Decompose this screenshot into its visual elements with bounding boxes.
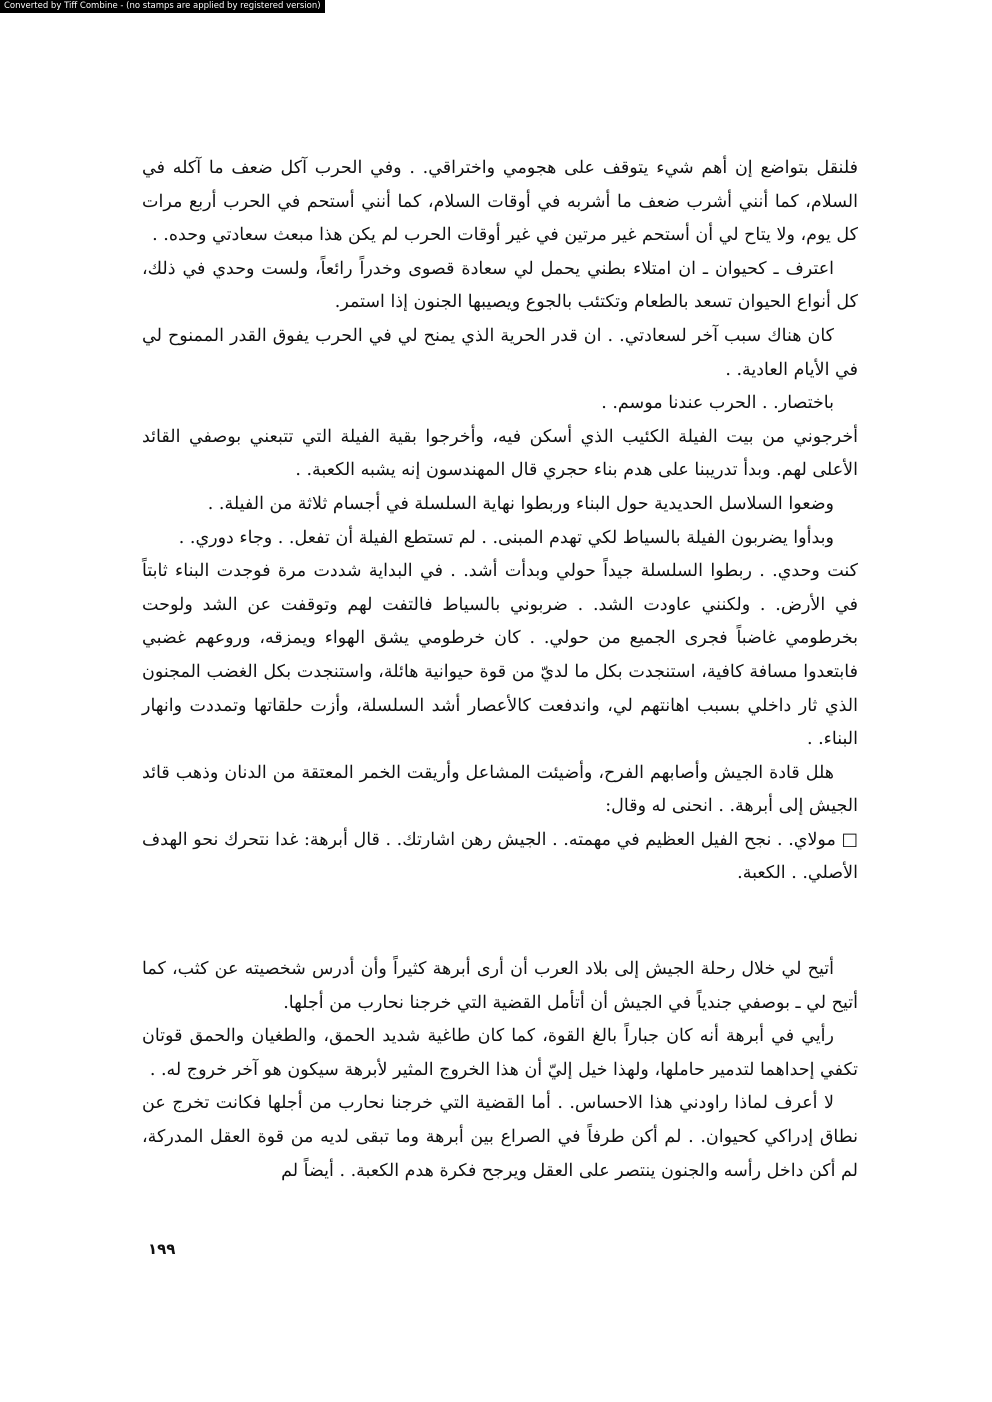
paragraph: لا أعرف لماذا راودني هذا الاحساس. . أما القضية التي خرجنا نحارب من أجلها فكانت تخرج عن نطاق إدراكي كحيوان. . لم أكن طرفاً في الصراع بين أبرهة وما تبقى لديه من قوة العقل المدركة، لم أكن داخل رأسه والجنون ينتصر على العقل ويرجح فكرة هدم الكعبة. . أيضاً لم: [142, 1093, 858, 1181]
paragraph: باختصار. . الحرب عندنا موسم. .: [601, 393, 834, 414]
paragraph: وبدأوا يضربون الفيلة بالسياط لكي تهدم المبنى. . لم تستطع الفيلة أن تفعل. . وجاء دوري. .: [178, 527, 834, 548]
paragraph: هلل قادة الجيش وأصابهم الفرح، وأضيئت المشاعل وأريقت الخمر المعتقة من الدنان وذهب قائد الجيش إلى أبرهة. . انحنى له وقال:: [142, 762, 858, 817]
paragraph: أتيح لي خلال رحلة الجيش إلى بلاد العرب أن أرى أبرهة كثيراً وأن أدرس شخصيته عن كثب، كما أتيح لي ـ بوصفي جندياً في الجيش أن أتأمل القضية التي خرجنا نحارب من أجلها.: [142, 959, 858, 1013]
page-number: ١٩٩: [148, 1240, 176, 1258]
paragraph: كان هناك سبب آخر لسعادتي. . ان قدر الحرية الذي يمنح لي في الحرب يفوق القدر الممنوح لي في الأيام العادية. .: [142, 325, 858, 380]
paragraph: رأيي في أبرهة أنه كان جباراً بالغ القوة، كما كان طاغية شديد الحمق، والطغيان والحمق قوتان تكفي إحداهما لتدمير حاملها، ولهذا خيل إليّ أن هذا الخروج المثير لأبرهة سيكون هو آخر خروج له. .: [142, 1026, 858, 1080]
conversion-watermark-banner: Converted by Tiff Combine - (no stamps are applied by registered version): [0, 0, 325, 13]
paragraph: اعترف ـ كحيوان ـ ان امتلاء بطني يحمل لي سعادة قصوى وخدراً رائعاً، ولست وحدي في ذلك، كل أنواع الحيوان تسعد بالطعام وتكتئب بالجوع ويصيبها الجنون إذا استمر.: [142, 258, 858, 313]
paragraph: □ مولاي. . نجح الفيل العظيم في مهمته. . الجيش رهن اشارتك. . قال أبرهة: غدا نتحرك نحو الهدف الأصلي. . الكعبة.: [142, 829, 858, 884]
paragraph: كنت وحدي. . ربطوا السلسلة جيداً حولي وبدأت أشد. . في البداية شددت مرة فوجدت البناء ثابتاً في الأرض. . ولكنني عاودت الشد. . ضربوني بالسياط فالتفت لهم وتوقفت عن الشد ولوحت بخرطومي غاضباً فجرى الجميع من حولي. . كان خرطومي يشق الهواء ويمزقه، وروعهم غضبي فابتعدوا مسافة كافية، استنجدت بكل ما لديّ من قوة حيوانية هائلة، واستنجدت بكل الغضب المجنون الذي ثار داخلي بسبب اهانتهم لي، واندفعت كالأعصار أشد السلسلة، وأزت حلقاتها وتمددت وانهار البناء. .: [142, 561, 858, 750]
text-section-one: [142, 152, 858, 891]
text-section-two: [142, 953, 858, 1188]
paragraph: فلنقل بتواضع إن أهم شيء يتوقف على هجومي واختراقي. . وفي الحرب آكل ضعف ما آكله في السلام، كما أنني أشرب ضعف ما أشربه في أوقات السلام، كما أنني أستحم في الحرب أربع مرات كل يوم، ولا يتاح لي أن أستحم غير مرتين في غير أوقات الحرب لم يكن هذا مبعث سعادتي وحده. .: [142, 158, 858, 246]
paragraph: أخرجوني من بيت الفيلة الكئيب الذي أسكن فيه، وأخرجوا بقية الفيلة التي تتبعني بوصفي القائد الأعلى لهم. وبدأ تدريبنا على هدم بناء حجري قال المهندسون إنه يشبه الكعبة. .: [142, 426, 858, 481]
paragraph: وضعوا السلاسل الحديدية حول البناء وربطوا نهاية السلسلة في أجسام ثلاثة من الفيلة. .: [207, 493, 834, 514]
